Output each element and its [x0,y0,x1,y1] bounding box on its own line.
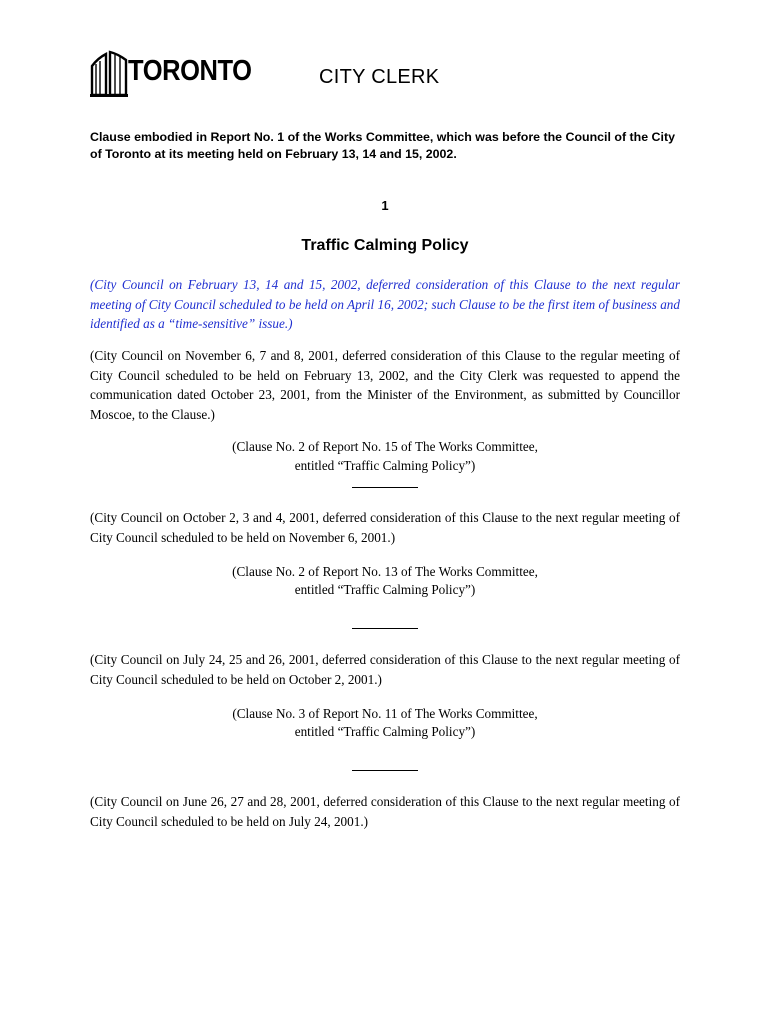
section-divider [352,770,418,771]
clause-reference-report-13-line1: (Clause No. 2 of Report No. 13 of The Works Committee, [232,564,538,579]
clause-reference-report-15-line2: entitled “Traffic Calming Policy”) [294,458,476,473]
item-number: 1 [381,198,389,213]
item-title: Traffic Calming Policy [301,237,469,254]
clause-reference-report-13-line2: entitled “Traffic Calming Policy”) [294,582,476,597]
clause-reference-report-15-line1: (Clause No. 2 of Report No. 15 of The Works Committee, [232,439,538,454]
clause-reference-report-11-line1: (Clause No. 3 of Report No. 11 of The Works Committee, [232,706,538,721]
deferral-note-jul-2001: (City Council on July 24, 25 and 26, 2001, deferred consideration of this Clause to the next regular meeting of City Council scheduled to be held on October 2, 2001.) [90,652,680,687]
toronto-logo [90,50,250,100]
section-divider [352,628,418,629]
clause-reference-report-11-line2: entitled “Traffic Calming Policy”) [294,724,476,739]
section-divider [352,487,418,488]
deferral-note-oct-2001: (City Council on October 2, 3 and 4, 2001, deferred consideration of this Clause to the next regular meeting of City Council scheduled to be held on November 6, 2001.) [90,510,680,545]
deferral-note-feb-2002: (City Council on February 13, 14 and 15, 2002, deferred consideration of this Clause to the next regular meeting of City Council scheduled to be held on April 16, 2002; such Clause to be the first item of business and identified as a “time-sensitive” issue.) [90,277,680,332]
logo-wordmark: TORONTO [128,55,252,87]
department-title: CITY CLERK [319,66,440,88]
deferral-note-jun-2001: (City Council on June 26, 27 and 28, 2001, deferred consideration of this Clause to the next regular meeting of City Council scheduled to be held on July 24, 2001.) [90,794,680,829]
letterhead [90,0,680,112]
clause-intro: Clause embodied in Report No. 1 of the Works Committee, which was before the Council of the City of Toronto at its meeting held on February 13, 14 and 15, 2002. [90,130,675,161]
document-page [90,0,680,829]
city-hall-towers-icon [90,50,130,100]
deferral-note-nov-2001: (City Council on November 6, 7 and 8, 2001, deferred consideration of this Clause to the regular meeting of City Council scheduled to be held on February 13, 2002, and the City Clerk was requested to append the communication dated October 23, 2001, from the Minister of the Environment, as submitted by Councillor Moscoe, to the Clause.) [90,348,680,422]
